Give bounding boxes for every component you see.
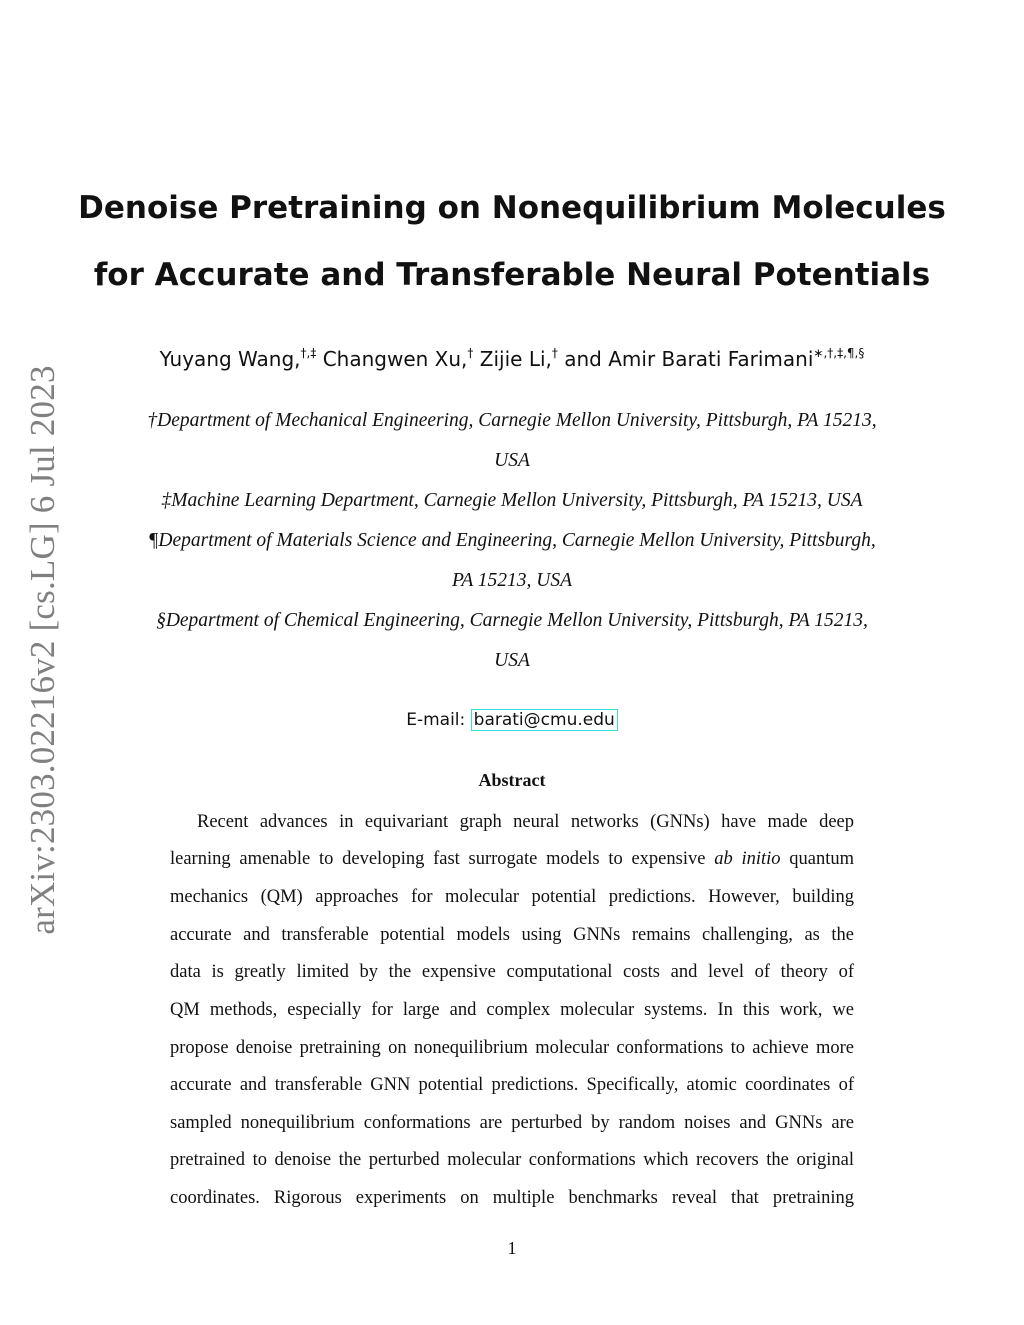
affiliation-line: USA [494, 450, 530, 471]
abstract-line [170, 849, 854, 870]
abstract-line: mechanics (QM) approaches for molecular potential predictions. However, building [170, 887, 854, 907]
abstract-line: Recent advances in equivariant graph neural networks (GNNs) have made deep [197, 812, 854, 832]
email-line [0, 710, 1024, 730]
author-name: and Amir Barati Farimani [564, 347, 814, 371]
affiliation-line: USA [494, 650, 530, 671]
affiliation-line: §Department of Chemical Engineering, Carnegie Mellon University, Pittsburgh, PA 15213, [156, 610, 868, 631]
abstract-line: coordinates. Rigorous experiments on multiple benchmarks reveal that pretraining [170, 1188, 854, 1208]
page-number: 1 [507, 1238, 517, 1258]
abstract-line: propose denoise pretraining on nonequilibrium molecular conformations to achieve more [170, 1038, 854, 1058]
paper-title-line-1: Denoise Pretraining on Nonequilibrium Molecules [78, 190, 946, 226]
affiliation-line: ¶Department of Materials Science and Engineering, Carnegie Mellon University, Pittsburgh, [148, 530, 876, 551]
abstract-line: accurate and transferable potential models using GNNs remains challenging, as the [170, 925, 854, 945]
abstract-line: data is greatly limited by the expensive computational costs and level of theory of [170, 962, 854, 982]
abstract-line: pretrained to denoise the perturbed molecular conformations which recovers the original [170, 1150, 854, 1170]
author-name: Changwen Xu, [322, 347, 468, 371]
author-affiliation-marks: † [551, 346, 558, 360]
abstract-heading: Abstract [478, 770, 546, 790]
abstract-text: learning amenable to developing fast surrogate models to expensive [170, 849, 706, 869]
abstract-emphasis: ab initio [714, 849, 781, 869]
author-name: Yuyang Wang, [159, 347, 301, 371]
arxiv-stamp: arXiv:2303.02216v2 [cs.LG] 6 Jul 2023 [23, 365, 62, 935]
affiliation-line: PA 15213, USA [451, 570, 573, 591]
affiliation-line: ‡Machine Learning Department, Carnegie Mellon University, Pittsburgh, PA 15213, USA [161, 490, 863, 511]
author-affiliation-marks: † [467, 346, 474, 360]
paper-title-line-2: for Accurate and Transferable Neural Potentials [93, 257, 931, 293]
abstract-text: quantum [789, 849, 854, 869]
author-list [0, 347, 1024, 371]
email-link[interactable]: barati@cmu.edu [471, 709, 618, 731]
affiliation-line: †Department of Mechanical Engineering, Carnegie Mellon University, Pittsburgh, PA 15213, [147, 410, 877, 431]
abstract-line: sampled nonequilibrium conformations are perturbed by random noises and GNNs are [170, 1113, 854, 1133]
abstract-line: QM methods, especially for large and complex molecular systems. In this work, we [170, 1000, 854, 1020]
author-affiliation-marks: ∗,†,‡,¶,§ [813, 346, 865, 360]
author-name: Zijie Li, [479, 347, 552, 371]
email-label: E-mail: [406, 710, 466, 730]
abstract-line: accurate and transferable GNN potential predictions. Specifically, atomic coordinates of [170, 1075, 854, 1095]
author-affiliation-marks: †,‡ [300, 346, 317, 360]
